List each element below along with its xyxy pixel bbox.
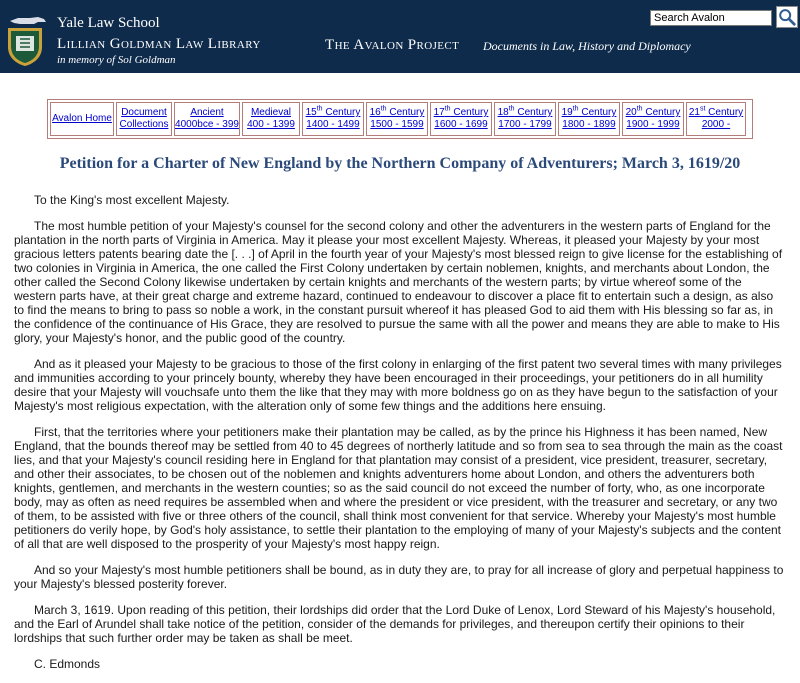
- nav-link-range: 1600 - 1699: [434, 119, 488, 130]
- nav-link-label: Ancient: [190, 107, 224, 118]
- document-body: [14, 193, 786, 683]
- nav-link-century: 19th Century: [561, 105, 617, 118]
- nav-link-range: 1800 - 1899: [562, 119, 616, 130]
- magnifier-icon: [777, 7, 797, 27]
- document-paragraph: The most humble petition of your Majesty's counsel for the second colony and other the adventurers in the western parts of England for the plantation in the north parts of Virginia in America. May it please your most excellent Majesty. Whereas, it pleased your Majesty by your most gracious letters patents bearing date the [. . .] of April in the fourth year of your Majesty's most blessed reign to give license for the establishing of two colonies in Virginia in America, the one called the First Colony undertaken by certain noblemen, knights, and merchants about London, the other called the Second Colony likewise undertaken by certain knights and merchants of the western parts; by virtue whereof some of the western parts have, at their great charge and extreme hazard, continued to endeavour to discover a place fit to entertain such a design, as also to find the means to bring to pass so noble a work, in the constant pursuit whereof it has pleased God to aid them with His blessing so far as, in the confidence of the continuance of His Grace, they are resolved to pursue the same with all the power and means they are able to make to His glory, your Majesty's honor, and the public good of the country.: [14, 219, 783, 345]
- nav-link[interactable]: [686, 102, 746, 136]
- period-navigation: [47, 99, 753, 139]
- nav-link[interactable]: [50, 102, 114, 136]
- document-paragraph: First, that the territories where your petitioners make their plantation may be called, as by the prince his Highness it has been named, New England, that the bounds thereof may be settled from 40 to 45 degrees of northerly latitude and so from sea to sea through the main as the coast lies, and that your Majesty's council residing here in England for that plantation may consist of a president, vice president, treasurer, secretary, and other their associates, to be chosen out of the noblemen and knights adventurers home about London, and others the adventurers both knights, gentlemen, and merchants in the western counties; so as the said council do not exceed the number of forty, who, as one incorporate body, may as often as need requires be assembled when and where the president or vice president, with the treasurer and secretary, or any two of them, to be assisted with five or three others of the council, shall think most convenient for that service. Whereby your Majesty's most humble petitioners do verily hope, by God's holy assistance, to settle their plantation to the employing of many of your Majesty's subjects and the content of all that are well disposed to the prosperity of your Majesty's most happy reign.: [14, 425, 783, 551]
- nav-link-range: 1400 - 1499: [306, 119, 360, 130]
- nav-link-century: 18th Century: [497, 105, 553, 118]
- nav-link-century: 15th Century: [305, 105, 361, 118]
- document-paragraph: March 3, 1619. Upon reading of this petition, their lordships did order that the Lord Duke of Lenox, Lord Steward of his Majesty's household, and the Earl of Arundel shall take notice of the petition, consider of the demands for privileges, and thereupon certify their opinions to their lordships that such further order may be taken as shall be meet.: [14, 603, 776, 645]
- nav-link[interactable]: [242, 102, 300, 136]
- project-name[interactable]: The Avalon Project: [325, 37, 460, 53]
- nav-link-century: 20th Century: [625, 105, 681, 118]
- nav-link-century: 21st Century: [688, 105, 744, 118]
- nav-link-range: 1500 - 1599: [370, 119, 424, 130]
- nav-link-century: 16th Century: [369, 105, 425, 118]
- memorial-text: in memory of Sol Goldman: [57, 54, 176, 66]
- nav-link[interactable]: [558, 102, 620, 136]
- site-header: [0, 0, 800, 73]
- nav-link-range: 2000 -: [701, 119, 731, 130]
- school-name[interactable]: Yale Law School: [57, 15, 160, 31]
- nav-link[interactable]: [366, 102, 428, 136]
- search-button[interactable]: [776, 6, 798, 28]
- salutation: To the King's most excellent Majesty.: [34, 193, 230, 207]
- nav-link-range: Collections: [119, 119, 169, 130]
- document-paragraph: And as it pleased your Majesty to be gracious to those of the first colony in enlarging of the first patent two several times with many privileges and immunities according to your princely bounty, whereby they have been encouraged in their proceedings, your petitioners do in all humility desire that your Majesty will vouchsafe unto them the like that they may with more boldness go on as they have begun to the satisfaction of your Majesty's most religious expectation, with the alteration only of some few things and the additions here ensuing.: [14, 357, 782, 413]
- nav-link[interactable]: [430, 102, 492, 136]
- nav-link-label: Avalon Home: [52, 113, 112, 124]
- document-paragraph: And so your Majesty's most humble petitioners shall be bound, as in duty they are, to pray for all increase of glory and perpetual happiness to your Majesty's blessed posterity forever.: [14, 563, 784, 591]
- bulldog-emblem-icon: [8, 14, 48, 26]
- nav-link-century: 17th Century: [433, 105, 489, 118]
- search-input[interactable]: Search Avalon: [650, 10, 772, 26]
- yale-shield-icon[interactable]: [7, 27, 43, 67]
- document-title: Petition for a Charter of New England by the Northern Company of Adventurers; March 3, 1619/20: [59, 155, 741, 172]
- document-paragraph: C. Edmonds: [34, 657, 101, 671]
- nav-link[interactable]: [174, 102, 240, 136]
- nav-link[interactable]: [302, 102, 364, 136]
- nav-link[interactable]: [116, 102, 172, 136]
- nav-link-range: 1700 - 1799: [498, 119, 552, 130]
- nav-link-range: 1900 - 1999: [626, 119, 680, 130]
- nav-link-range: 400 - 1399: [247, 119, 295, 130]
- nav-link-range: 4000bce - 399: [175, 119, 239, 130]
- library-name[interactable]: Lillian Goldman Law Library: [57, 36, 261, 52]
- project-subtitle: Documents in Law, History and Diplomacy: [483, 39, 691, 53]
- nav-link[interactable]: [622, 102, 684, 136]
- nav-link-label: Document: [121, 107, 167, 118]
- nav-link[interactable]: [494, 102, 556, 136]
- nav-link-label: Medieval: [250, 107, 291, 118]
